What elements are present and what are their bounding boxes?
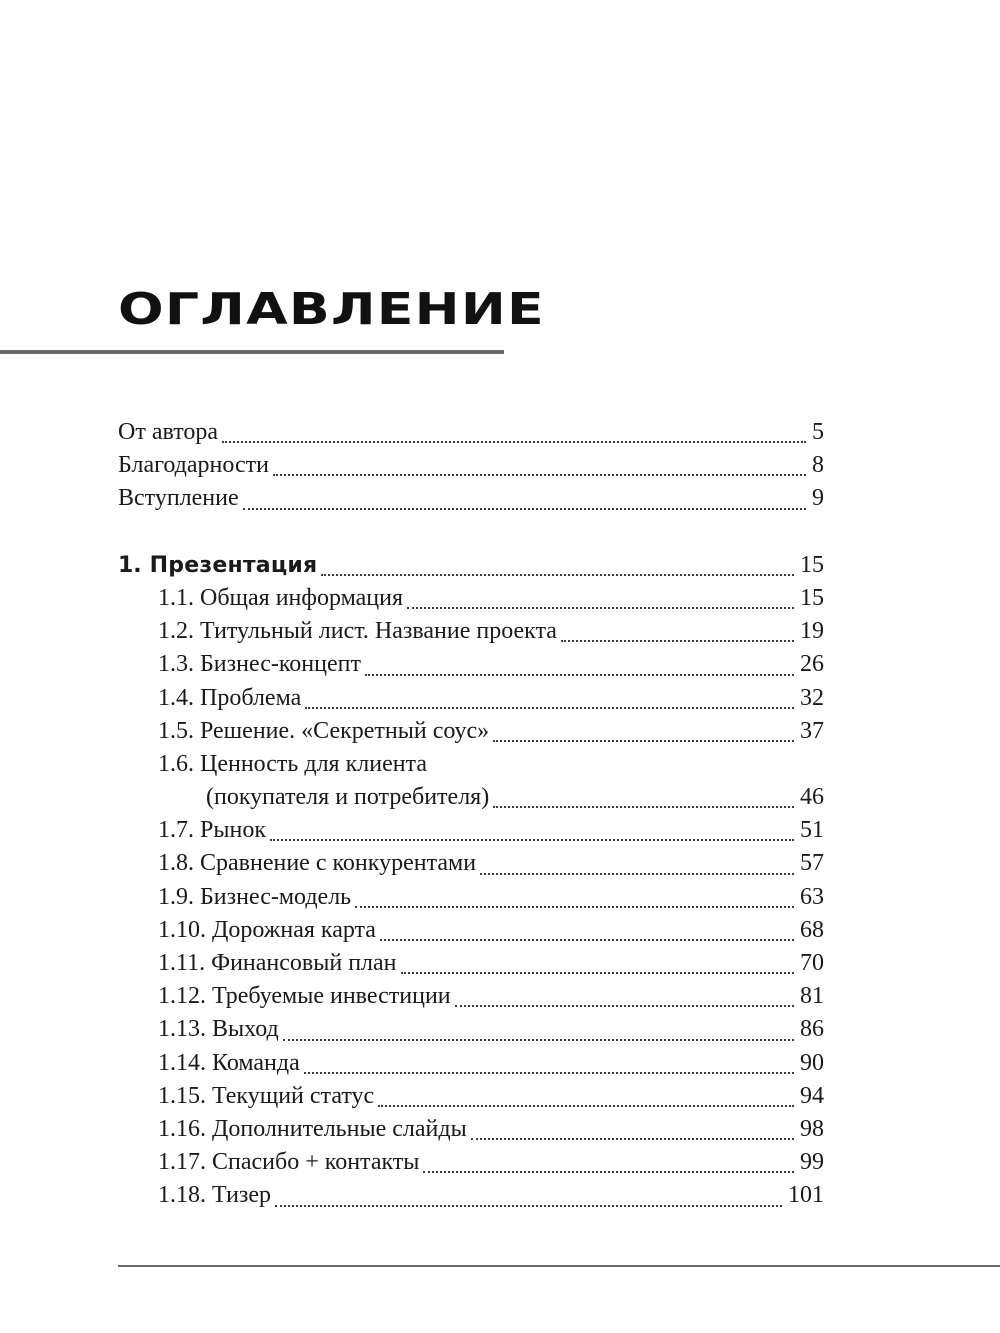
dot-leader [401,966,794,974]
footer-rule [118,1265,1000,1267]
toc-entry-label: 1.13. Выход [158,1016,279,1043]
dot-leader [304,1066,794,1074]
dot-leader [480,867,794,875]
dot-leader [365,668,794,676]
toc-entry-label: 1.2. Титульный лист. Название проекта [158,618,557,645]
toc-entry-page: 94 [800,1082,824,1109]
toc-entry-page: 70 [800,950,824,976]
toc-entry-label: 1.7. Рынок [158,817,266,844]
toc-section-1-7[interactable] [118,814,824,847]
toc-entry-page: 19 [800,618,824,645]
toc-entry-label: 1.1. Общая информация [158,584,403,611]
toc-entry-page: 32 [800,684,824,711]
dot-leader [321,568,794,576]
toc-section-1-15[interactable] [118,1080,824,1113]
toc-entry-page: 68 [800,916,824,943]
toc-entry-page: 15 [800,551,824,578]
dot-leader [378,1099,794,1107]
toc-entry-acknowledgements[interactable] [118,449,824,482]
dot-leader [243,502,806,510]
chapter-number: 1. [118,552,142,578]
toc-entry-page: 98 [800,1115,824,1142]
toc-entry-label: Вступление [118,485,239,512]
dot-leader [455,999,794,1007]
toc-section-1-11[interactable] [118,947,824,980]
toc-entry-page: 57 [800,850,824,877]
dot-leader [355,900,794,908]
toc-chapter-1[interactable] [118,549,824,582]
toc-section-1-4[interactable] [118,682,824,715]
toc-entry-page: 8 [812,452,824,479]
toc-entry-label: 1.9. Бизнес-модель [158,883,352,910]
toc-entry-label: 1.14. Команда [158,1049,300,1076]
dot-leader [493,734,794,742]
dot-leader [305,701,794,709]
toc-entry-label: 1.4. Проблема [158,684,302,711]
toc-section-1-16[interactable] [118,1113,824,1146]
dot-leader [275,1199,782,1207]
toc-entry-label: 1.18. Тизер [158,1182,272,1209]
toc-entry-label: 1.16. Дополнительные слайды [158,1115,467,1142]
toc-entry-label: 1.6. Ценность для клиента [158,750,427,777]
toc-section-1-5[interactable] [118,715,824,748]
dot-leader [407,601,794,609]
toc-section-1-1[interactable] [118,582,824,615]
toc-entry-label: 1.10. Дорожная карта [158,916,376,943]
toc-entry-from-author[interactable] [118,416,824,449]
toc-entry-label: 1.17. Спасибо + контакты [158,1149,420,1176]
dot-leader [423,1165,794,1173]
dot-leader [380,933,794,941]
toc-entry-page: 26 [800,651,824,678]
toc-entry-label: 1.5. Решение. «Секретный соус» [158,717,490,744]
toc-entry-page: 51 [800,817,824,844]
toc-entry-label: 1.8. Сравнение с конкурентами [158,850,477,877]
toc-entry-label: 1.3. Бизнес-концепт [158,651,361,678]
toc-section-1-3[interactable] [118,648,824,681]
dot-leader [471,1132,794,1140]
dot-leader [283,1033,794,1041]
dot-leader [270,833,794,841]
toc-entry-label-continued: (покупателя и потребителя) [206,784,490,811]
toc-section-1-17[interactable] [118,1146,824,1179]
toc-section-1-12[interactable] [118,980,824,1013]
dot-leader [222,435,806,443]
toc-entry-page: 37 [800,717,824,744]
toc-entry-page: 46 [800,784,824,811]
toc-entry-label: От автора [118,419,219,445]
toc-entry-page: 81 [800,983,824,1010]
page-title: ОГЛАВЛЕНИЕ [118,284,545,335]
toc-entry-page: 63 [800,883,824,910]
dot-leader [273,468,806,476]
toc-section-1-18[interactable] [118,1179,824,1212]
toc-entry-label: 1.12. Требуемые инвестиции [158,983,451,1010]
table-of-contents [118,416,824,1213]
toc-section-1-2[interactable] [118,615,824,648]
toc-section-1-14[interactable] [118,1047,824,1080]
toc-section-1-6-continued[interactable] [118,781,824,814]
title-underline [0,350,504,354]
toc-section-1-13[interactable] [118,1013,824,1046]
toc-entry-page: 101 [788,1182,824,1209]
dot-leader [493,800,794,808]
toc-section-1-6[interactable] [118,748,824,781]
dot-leader [561,634,794,642]
chapter-title: Презентация [149,552,318,578]
toc-entry-page: 5 [812,419,824,445]
toc-entry-page: 9 [812,485,824,512]
toc-section-1-10[interactable] [118,914,824,947]
toc-entry-page: 99 [800,1149,824,1176]
toc-entry-label: 1.15. Текущий статус [158,1082,375,1109]
toc-entry-page: 15 [800,584,824,611]
toc-section-1-9[interactable] [118,881,824,914]
toc-entry-page: 86 [800,1016,824,1043]
toc-entry-introduction[interactable] [118,482,824,515]
toc-entry-label: 1.11. Финансовый план [158,950,397,976]
toc-section-1-8[interactable] [118,847,824,880]
toc-entry-page: 90 [800,1049,824,1076]
toc-entry-label: Благодарности [118,452,269,479]
